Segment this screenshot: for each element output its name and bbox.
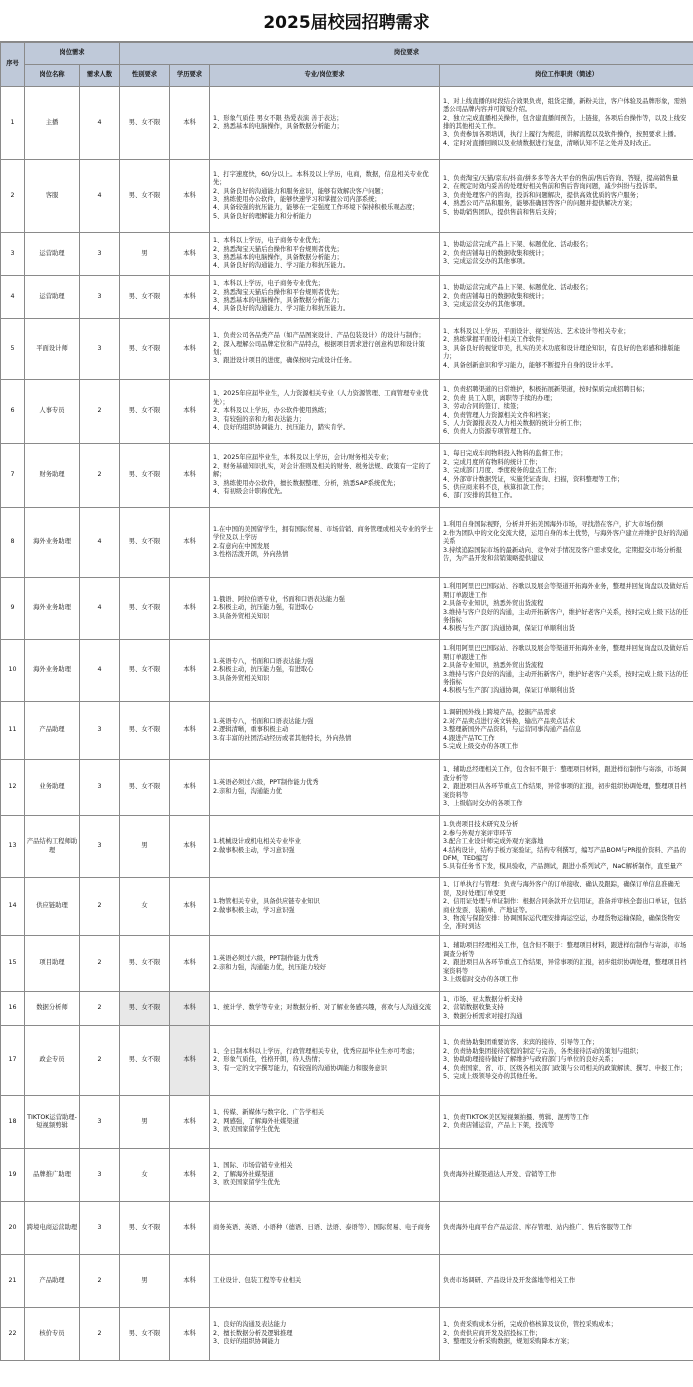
- duty-cell: 1、协助运营完成产品上下架、标题优化、活动报名； 2、负责店铺每日的数据收集和统计； 3、完成运营交办的其他事项。: [440, 233, 693, 276]
- name-cell: 海外业务助理: [25, 508, 80, 578]
- major-cell: 1、全日制本科以上学历，行政管理相关专业，优秀应届毕业生亦可考虑； 2、形象气质佳，性格开朗，待人热情； 3、有一定的文字撰写能力，有较强的沟通协调能力和服务意识: [210, 1026, 440, 1096]
- seq-cell: 12: [1, 760, 25, 816]
- gender-cell: 男、女不限: [120, 578, 170, 640]
- gender-cell: 男、女不限: [120, 760, 170, 816]
- duty-cell: 1、对上线直播的时段结合效果负责，组货定播，新粉关注，客户体验及品牌形象，需熟悉公司品牌内容并可简短介绍。 2、独立完成直播相关操作，包含建直播间预告，上链接，各项后台操作等，以及上线安排的其他相关工作。 3、负责参加各项培训，执行上履行为规范，讲解流程以及软件操作，按照要求上播。 4、定时对直播回顾以及业绩数据进行复盘，清晰认知不足之处并及时改正。: [440, 87, 693, 160]
- major-cell: 1、负责公司各品类产品（如产品图案设计、产品包装设计）的设计与制作； 2、深入理解公司品牌定位和产品特点，根据项目需求进行创意构思和设计策划； 3、跟进设计项目的进度，确保按时完成设计任务。: [210, 319, 440, 380]
- major-cell: 1、2025年应届毕业生，人力资源相关专业（人力资源管理、工商管理专业优先）； 2、本科及以上学历，办公软件使用熟练； 3、有较强的亲和力和表达能力； 4、良好的组织协调能力、抗压能力，踏实肯学。: [210, 380, 440, 444]
- gender-cell: 男、女不限: [120, 640, 170, 702]
- major-cell: 1.在中国的美国留学生，拥有国际贸易、市场营销、商务管理或相关专业的学士学位及以上学历 2.有意向在中国发展 3.性格活泼开朗，外向热情: [210, 508, 440, 578]
- duty-cell: 1、负责招聘渠道的日常维护，积极拓展新渠道，按时保质完成招聘目标； 2、负责 员工入职，离职等手续的办理； 3、劳动合同的签订、续签； 4、负责管理人力资源相关文件和档案； 5、人力资源报表及人力相关数据的统计分析工作； 6、负责人力资源专项管理工作。: [440, 380, 693, 444]
- count-cell: 3: [80, 816, 120, 878]
- seq-cell: 4: [1, 276, 25, 319]
- gender-cell: 男、女不限: [120, 992, 170, 1026]
- edu-cell: 本科: [170, 1202, 210, 1255]
- table-row: [1, 640, 693, 702]
- major-cell: 1.物管相关专业，具备供应链专业知识 2.做事积极主动，学习意识强: [210, 878, 440, 936]
- edu-cell: 本科: [170, 160, 210, 233]
- gender-cell: 男、女不限: [120, 508, 170, 578]
- major-cell: 1、传媒、新媒体与数字化、广告学相关 2、网感强，了解海外社媒渠道 3、欧美国家留学生优先: [210, 1096, 440, 1149]
- gender-cell: 男、女不限: [120, 319, 170, 380]
- edu-cell: 本科: [170, 276, 210, 319]
- table-row: [1, 233, 693, 276]
- table-row: [1, 1255, 693, 1308]
- count-cell: 3: [80, 276, 120, 319]
- header-group-req: 岗位要求: [120, 43, 693, 65]
- gender-cell: 男、女不限: [120, 1026, 170, 1096]
- gender-cell: 男、女不限: [120, 444, 170, 508]
- table-row: [1, 760, 693, 816]
- name-cell: 跨境电商运营助理: [25, 1202, 80, 1255]
- edu-cell: 本科: [170, 1308, 210, 1361]
- gender-cell: 男: [120, 816, 170, 878]
- name-cell: TIKTOK运营助理-短视频剪辑: [25, 1096, 80, 1149]
- table-row: [1, 1096, 693, 1149]
- edu-cell: 本科: [170, 816, 210, 878]
- seq-cell: 8: [1, 508, 25, 578]
- count-cell: 3: [80, 760, 120, 816]
- major-cell: 1、形象气质佳 男女不限 热爱表演 善于表达； 2、熟悉基本的电脑操作，具备数据分析能力；: [210, 87, 440, 160]
- gender-cell: 男、女不限: [120, 87, 170, 160]
- seq-cell: 19: [1, 1149, 25, 1202]
- seq-cell: 5: [1, 319, 25, 380]
- table-row: [1, 444, 693, 508]
- duty-cell: 负责市场调研、产品设计及开发落地等相关工作: [440, 1255, 693, 1308]
- count-cell: 2: [80, 992, 120, 1026]
- duty-cell: 1、每日完成车间物料投入物料的监督工作； 2、完成月度所有物料的统计工作； 3、完成部门月度、季度税务的盘点工作； 4、外部审计数据凭证，实施凭证查询、扫描，资料整理等工作； 5、供应商来料不良，核算扣款工作； 6、部门安排的其他工作。: [440, 444, 693, 508]
- major-cell: 1.英语专八，书面和口语表达能力强 2.逻辑清晰，重事积极主动 3.有丰富的社团活动经历或者其他特长，外向热情: [210, 702, 440, 760]
- name-cell: 产品助理: [25, 1255, 80, 1308]
- edu-cell: 本科: [170, 444, 210, 508]
- duty-cell: 1、订单执行与管理：负责与海外客户的订单接收、确认及跟踪，确保订单信息准确无误，及时处理订单变更 2、信用证处理与单证制作：根据合同条款开立信用证，准备并审核全套出口单证，包括商业发票、装箱单、产地证等。 3、物流与保险安排：协调国际运代理安排海运空运，办理货物运输保险，确保货物安全，准时到达: [440, 878, 693, 936]
- seq-cell: 13: [1, 816, 25, 878]
- duty-cell: 1、市场、亚太数据分析支持 2、营销数据收集支持 3、数据分析需求对接打沟通: [440, 992, 693, 1026]
- count-cell: 2: [80, 444, 120, 508]
- count-cell: 3: [80, 233, 120, 276]
- gender-cell: 男、女不限: [120, 936, 170, 992]
- seq-cell: 22: [1, 1308, 25, 1361]
- duty-cell: 1.利用阿里巴巴国际站、谷歌以及展会等渠道开拓海外业务，整理并回复询盘以及做好后期订单跟进工作 2.具备专业知识，熟悉外贸出货流程 3.维持与客户良好的沟通，主动开拓新客户，维护好老客户关系，按时完成上级下达的任务指标 4.积极与生产部门沟通协调，保证订单顺利出货: [440, 640, 693, 702]
- gender-cell: 男: [120, 1255, 170, 1308]
- table-row: [1, 878, 693, 936]
- major-cell: 1.英语必须过六级，PPT制作能力优秀 2.亲和力强，沟通能力优: [210, 760, 440, 816]
- count-cell: 2: [80, 380, 120, 444]
- name-cell: 业务助理: [25, 760, 80, 816]
- seq-cell: 10: [1, 640, 25, 702]
- edu-cell: 本科: [170, 508, 210, 578]
- count-cell: 3: [80, 319, 120, 380]
- major-cell: 工业设计、包装工程等专业相关: [210, 1255, 440, 1308]
- header-gender: 性别要求: [120, 65, 170, 87]
- count-cell: 4: [80, 578, 120, 640]
- count-cell: 3: [80, 1096, 120, 1149]
- table-row: [1, 319, 693, 380]
- table-row: [1, 160, 693, 233]
- edu-cell: 本科: [170, 878, 210, 936]
- edu-cell: 本科: [170, 1149, 210, 1202]
- duty-cell: 1、协助运营完成产品上下架、标题优化、活动报名； 2、负责店铺每日的数据收集和统计； 3、完成运营交办的其他事项。: [440, 276, 693, 319]
- edu-cell: 本科: [170, 319, 210, 380]
- header-seq: 序号: [1, 43, 25, 87]
- edu-cell: 本科: [170, 233, 210, 276]
- seq-cell: 20: [1, 1202, 25, 1255]
- major-cell: 1.俄语、阿拉伯语专业，书面和口语表达能力强 2.积极主动，抗压能力强，有进取心 3.具备外贸相关知识: [210, 578, 440, 640]
- edu-cell: 本科: [170, 1096, 210, 1149]
- major-cell: 1、2025年应届毕业生，本科及以上学历，会计/财务相关专业； 2、财务基础知识扎实，对会计准则及相关的财务、税务法规、政策有一定的了解； 3、熟练使用办公软件，擅长数据整理、分析，熟悉SAP系统优先； 4、有初级会计职称优先。: [210, 444, 440, 508]
- edu-cell: 本科: [170, 380, 210, 444]
- major-cell: 商务英语、英语、小语种（德语、日语、法语、泰语等）、国际贸易、电子商务: [210, 1202, 440, 1255]
- table-row: [1, 276, 693, 319]
- edu-cell: 本科: [170, 640, 210, 702]
- count-cell: 4: [80, 160, 120, 233]
- table-row: [1, 1149, 693, 1202]
- name-cell: 产品结构工程师助理: [25, 816, 80, 878]
- name-cell: 海外业务助理: [25, 578, 80, 640]
- count-cell: 4: [80, 640, 120, 702]
- major-cell: 1、统计学、数学等专业；对数据分析、对了解业务感兴趣，喜欢与人沟通交流: [210, 992, 440, 1026]
- duty-cell: 1、负责采购成本分析，完成价格核算及议价，管控采购成本； 2、负责供应商开发及招投标工作； 3、整理及分析采购数据，规划采购降本方案；: [440, 1308, 693, 1361]
- header-major: 专业/岗位要求: [210, 65, 440, 87]
- table-row: [1, 87, 693, 160]
- table-row: [1, 992, 693, 1026]
- edu-cell: 本科: [170, 760, 210, 816]
- edu-cell: 本科: [170, 578, 210, 640]
- seq-cell: 18: [1, 1096, 25, 1149]
- table-row: [1, 1308, 693, 1361]
- major-cell: 1.英语必须过六级，PPT制作能力优秀 2.亲和力强，沟通能力优，抗压能力较好: [210, 936, 440, 992]
- edu-cell: 本科: [170, 936, 210, 992]
- name-cell: 海外业务助理: [25, 640, 80, 702]
- seq-cell: 16: [1, 992, 25, 1026]
- duty-cell: 1、本科及以上学历，平面设计、视觉传达、艺术设计等相关专业； 2、熟练掌握平面设计相关工作软件； 3、具备良好的视觉审美，扎实的美术功底和设计理论知识，有良好的色彩感和排版能力； 4、具备创新意识和学习能力，能够不断提升自身的设计水平。: [440, 319, 693, 380]
- gender-cell: 男、女不限: [120, 702, 170, 760]
- recruitment-table: [0, 42, 693, 1361]
- gender-cell: 男、女不限: [120, 1202, 170, 1255]
- seq-cell: 2: [1, 160, 25, 233]
- gender-cell: 女: [120, 1149, 170, 1202]
- seq-cell: 11: [1, 702, 25, 760]
- name-cell: 客服: [25, 160, 80, 233]
- header-edu: 学历要求: [170, 65, 210, 87]
- page-title: 2025届校园招聘需求: [0, 0, 693, 42]
- count-cell: 2: [80, 1255, 120, 1308]
- name-cell: 财务助理: [25, 444, 80, 508]
- count-cell: 4: [80, 87, 120, 160]
- gender-cell: 男: [120, 1096, 170, 1149]
- seq-cell: 15: [1, 936, 25, 992]
- header-group-job: 岗位需求: [25, 43, 120, 65]
- table-row: [1, 380, 693, 444]
- seq-cell: 14: [1, 878, 25, 936]
- name-cell: 人事专员: [25, 380, 80, 444]
- name-cell: 平面设计师: [25, 319, 80, 380]
- count-cell: 2: [80, 878, 120, 936]
- seq-cell: 7: [1, 444, 25, 508]
- major-cell: 1、打字速度快，60/分以上。本科及以上学历，电商，数据，信息相关专业优先； 2、具备良好的沟通能力和服务意识，能够有效解决客户问题； 3、熟练使用办公软件，能够快速学习和掌握公司内部系统； 4、具备较强的抗压能力，能够在一定强度工作环境下保持积极乐观态度； 5、具备良好的理解能力和分析能力: [210, 160, 440, 233]
- name-cell: 主播: [25, 87, 80, 160]
- gender-cell: 女: [120, 878, 170, 936]
- header-name: 岗位名称: [25, 65, 80, 87]
- name-cell: 运营助理: [25, 276, 80, 319]
- gender-cell: 男、女不限: [120, 1308, 170, 1361]
- major-cell: 1、本科以上学历，电子商务专业优先； 2、熟悉淘宝天猫后台操作和平台规则者优先； 3、熟悉基本的电脑操作，具备数据分析能力； 4、具备良好的沟通能力、学习能力和抗压能力。: [210, 276, 440, 319]
- duty-cell: 1.利用自身国际视野，分析并开拓美国海外市场，寻找潜在客户，扩大市场份额 2.作为团队中的文化交流大使，运用自身的本土优势，与海外客户建立并维护良好的沟通关系 3.持续追踪国际市场的最新动向、竞争对手情况及客户需求变化，定期提交市场分析报告，为产品开发和营销策略提供建议: [440, 508, 693, 578]
- count-cell: 3: [80, 1149, 120, 1202]
- edu-cell: 本科: [170, 87, 210, 160]
- seq-cell: 9: [1, 578, 25, 640]
- duty-cell: 1、辅助总经理相关工作，包含但不限于：整理项目材料，跟进样衍制作与寄添，市场调查分析等 2、跟进项目从各环节重点工作结果，异常事项的汇报，初步组织协调处理，整理项目档案资料等 3、上级临时交办的各项工作: [440, 760, 693, 816]
- table-row: [1, 816, 693, 878]
- major-cell: 1.英语专八，书面和口语表达能力强 2.积极主动，抗压能力强，有进取心 3.具备外贸相关知识: [210, 640, 440, 702]
- edu-cell: 本科: [170, 1255, 210, 1308]
- table-row: [1, 1026, 693, 1096]
- name-cell: 数据分析师: [25, 992, 80, 1026]
- duty-cell: 1、负责TIKTOK美区短视频拍摄、剪辑、混剪等工作 2、负责店铺运营，产品上下架，投流等: [440, 1096, 693, 1149]
- major-cell: 1、国际、市场营销专业相关 2、了解海外社媒渠道 3、欧美国家留学生优先: [210, 1149, 440, 1202]
- seq-cell: 17: [1, 1026, 25, 1096]
- duty-cell: 1、负责淘宝/天猫/京东/抖音/拼多多等各大平台的售前/售后咨询、答疑，提高销售量 2、在规定时效内妥善的处理好相关售前和售后咨询问题，减少纠纷与投诉率。 3、负责处理客户的咨询，投诉和问题解决，提供高效优质的客户服务； 4、熟悉公司产品和服务，能够准确回答客户的问题并提供解决方案； 5、协助销售团队，提供售前和售后支持；: [440, 160, 693, 233]
- seq-cell: 1: [1, 87, 25, 160]
- count-cell: 3: [80, 1202, 120, 1255]
- major-cell: 1.机械设计或机电相关专业毕业 2.做事积极主动，学习意识强: [210, 816, 440, 878]
- name-cell: 项目助理: [25, 936, 80, 992]
- edu-cell: 本科: [170, 992, 210, 1026]
- table-row: [1, 702, 693, 760]
- duty-cell: 1.调研国外线上跨境产品，挖掘产品需求 2.对产品卖点进行英文转换，输出产品卖点话术 3.整理新国外产品资料，与运营同事沟通产品信息 4.跟进产品TC工作 5.完成上级交办的各项工作: [440, 702, 693, 760]
- gender-cell: 男: [120, 233, 170, 276]
- gender-cell: 男、女不限: [120, 380, 170, 444]
- duty-cell: 1、负责协助集团重要访客、来宾的接待、引导等工作； 2、负责协助集团接待流程的制定与完善，各类接待活动的策划与组织； 3、协助助理接待做好了解维护与政府部门与单位的良好关系； 4、负责国家、省、市、区级各相关部门政策与公司相关的政策解读、撰写、申报工作； 5、完成上级领导交办的其他任务。: [440, 1026, 693, 1096]
- count-cell: 4: [80, 508, 120, 578]
- gender-cell: 男、女不限: [120, 160, 170, 233]
- count-cell: 2: [80, 936, 120, 992]
- table-row: [1, 508, 693, 578]
- table-row: [1, 1202, 693, 1255]
- name-cell: 核价专员: [25, 1308, 80, 1361]
- table-row: [1, 578, 693, 640]
- duty-cell: 1、辅助项目经理相关工作，包含但不限于：整理项目材料，跟进样衍制作与寄添，市场调查分析等 2、跟进项目从各环节重点工作结果，异常事项的汇报，初步组织协调处理，整理项目档案资料等 3.上级临时交办的各项工作: [440, 936, 693, 992]
- name-cell: 运营助理: [25, 233, 80, 276]
- count-cell: 2: [80, 1026, 120, 1096]
- name-cell: 品牌推广助理: [25, 1149, 80, 1202]
- name-cell: 产品助理: [25, 702, 80, 760]
- duty-cell: 负责海外社媒渠道达人开发、营销等工作: [440, 1149, 693, 1202]
- duty-cell: 1.利用阿里巴巴国际站、谷歌以及展会等渠道开拓海外业务，整理并回复询盘以及做好后期订单跟进工作 2.具备专业知识，熟悉外贸出货流程 3.维持与客户良好的沟通，主动开拓新客户，维护好老客户关系，按时完成上级下达的任务指标 4.积极与生产部门沟通协调，保证订单顺利出货: [440, 578, 693, 640]
- table-row: [1, 936, 693, 992]
- major-cell: 1、良好的沟通及表达能力 2、擅长数据分析及逻辑推理 3、良好的组织协调能力: [210, 1308, 440, 1361]
- seq-cell: 6: [1, 380, 25, 444]
- count-cell: 2: [80, 1308, 120, 1361]
- header-duty: 岗位工作职责（简述）: [440, 65, 693, 87]
- edu-cell: 本科: [170, 1026, 210, 1096]
- count-cell: 3: [80, 702, 120, 760]
- major-cell: 1、本科以上学历，电子商务专业优先； 2、熟悉淘宝天猫后台操作和平台规则者优先； 3、熟悉基本的电脑操作，具备数据分析能力； 4、具备良好的沟通能力、学习能力和抗压能力。: [210, 233, 440, 276]
- edu-cell: 本科: [170, 702, 210, 760]
- duty-cell: 1.负责项目技术研究及分析 2.参与外观方案评审环节 3.配合工业设计师完成外观方案落地 4.结构设计，结构手板方案验证，结构专利撰写，编写产品BOM与PR报价资料、产品的DFM，TED编写 5.具有任务书下发，模具验收，产品测试，跟进小系列试产，NaC解析制作，直至量产: [440, 816, 693, 878]
- duty-cell: 负责海外电商平台产品运营、库存管理、站内推广、售后客服等工作: [440, 1202, 693, 1255]
- name-cell: 供应链助理: [25, 878, 80, 936]
- gender-cell: 男、女不限: [120, 276, 170, 319]
- seq-cell: 3: [1, 233, 25, 276]
- name-cell: 政企专员: [25, 1026, 80, 1096]
- header-count: 需求人数: [80, 65, 120, 87]
- seq-cell: 21: [1, 1255, 25, 1308]
